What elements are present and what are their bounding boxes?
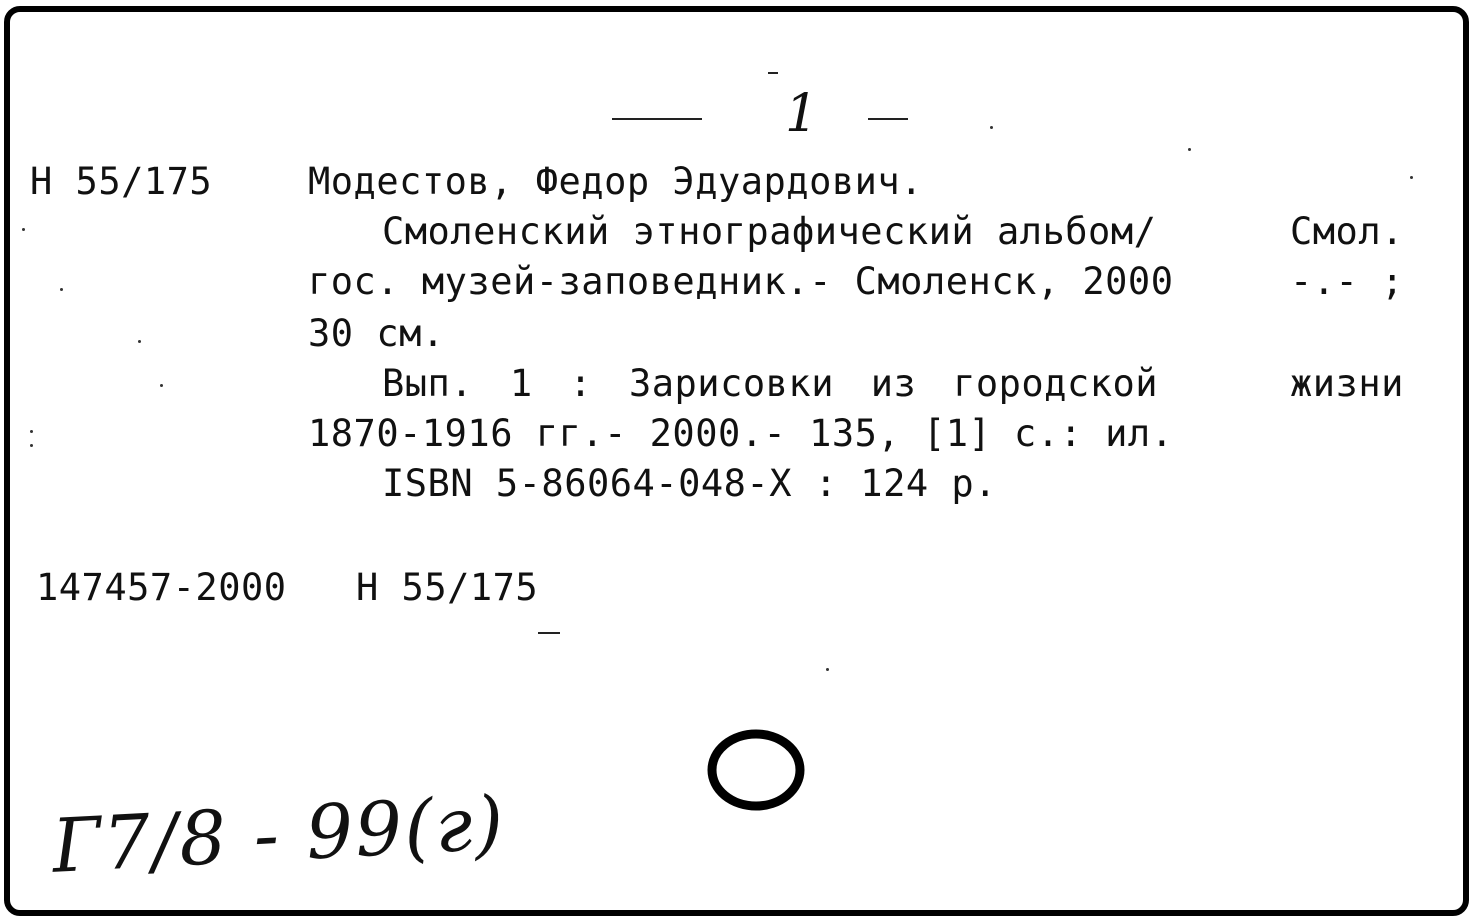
isbn-line: ISBN 5-86064-048-Х : 124 р.: [382, 462, 997, 505]
title-line-2-right: -.- ;: [1290, 260, 1404, 303]
speckle: [826, 668, 829, 671]
title-line-1: Смоленский этнографический альбом/: [382, 210, 1157, 253]
speckle: [160, 384, 163, 387]
card-number: 1: [785, 84, 819, 144]
speckle: [30, 444, 33, 447]
speckle: [30, 430, 33, 433]
header-dash-right: [868, 118, 908, 120]
speckle: [60, 288, 63, 291]
punch-hole-icon: [700, 720, 820, 820]
title-line-3: 30 см.: [308, 312, 445, 355]
speckle: [1410, 176, 1413, 179]
volume-line-1: Вып. 1 : Зарисовки из городской: [382, 362, 1159, 405]
speckle-dash: [768, 72, 778, 74]
speckle-dash: [538, 632, 560, 634]
speckle: [138, 340, 141, 343]
handwritten-note: Г7/8 - 99(г): [50, 780, 508, 890]
speckle: [22, 228, 25, 231]
header-dash-left: [612, 118, 702, 120]
author-heading: Модестов, Федор Эдуардович.: [308, 160, 923, 203]
shelf-mark-top: Н 55/175: [30, 160, 213, 203]
shelf-mark-bottom: Н 55/175: [356, 566, 539, 609]
volume-line-2: 1870-1916 гг.- 2000.- 135, [1] с.: ил.: [308, 412, 1174, 455]
title-line-1-right: Смол.: [1290, 210, 1404, 253]
speckle: [1188, 148, 1191, 151]
speckle: [990, 126, 993, 129]
accession-number: 147457-2000: [36, 566, 287, 609]
volume-line-1-right: жизни: [1290, 362, 1404, 405]
title-line-2: гос. музей-заповедник.- Смоленск, 2000: [308, 260, 1174, 303]
